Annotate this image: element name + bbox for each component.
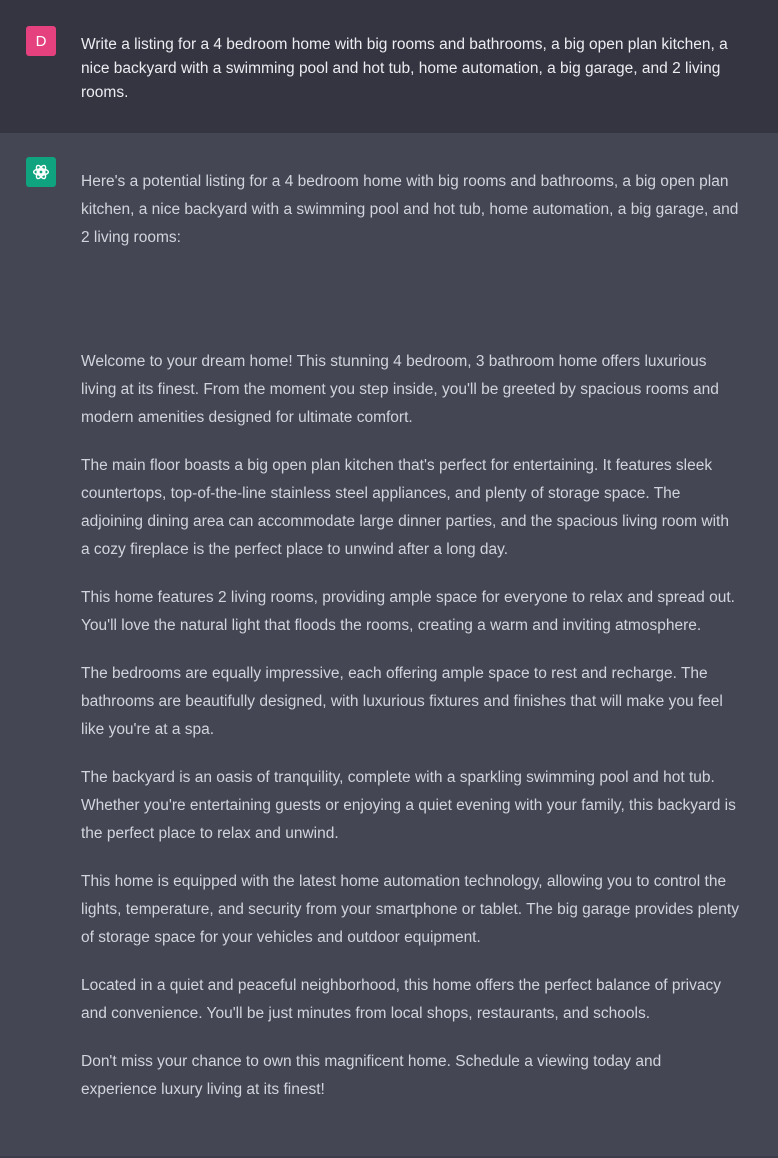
listing-paragraph: The bedrooms are equally impressive, each offering ample space to rest and recharge. The bathrooms are beautifully designed, with luxurious fixtures and finishes that will make you feel like you're at a spa. — [81, 665, 723, 738]
listing-paragraph: This home is equipped with the latest home automation technology, allowing you to control the lights, temperature, and security from your smartphone or tablet. The big garage provides plenty of storage space for your vehicles and outdoor equipment. — [81, 873, 739, 946]
assistant-message-row — [0, 133, 778, 1158]
listing-paragraph: The main floor boasts a big open plan kitchen that's perfect for entertaining. It features sleek countertops, top-of-the-line stainless steel appliances, and plenty of storage space. The adjoining dining area can accommodate large dinner parties, and the spacious living room with a cozy fireplace is the perfect place to unwind after a long day. — [81, 457, 729, 558]
user-avatar — [26, 26, 56, 56]
listing-paragraph: Welcome to your dream home! This stunning 4 bedroom, 3 bathroom home offers luxurious living at its finest. From the moment you step inside, you'll be greeted by spacious rooms and modern amenities designed for ultimate comfort. — [81, 353, 719, 426]
empty-gap — [81, 252, 741, 348]
listing-paragraph: This home features 2 living rooms, providing ample space for everyone to relax and spread out. You'll love the natural light that floods the rooms, creating a warm and inviting atmosphere. — [81, 589, 735, 634]
user-avatar-initial: D — [35, 32, 47, 50]
user-message-row — [0, 0, 778, 133]
listing-paragraph: The backyard is an oasis of tranquility, complete with a sparkling swimming pool and hot tub. Whether you're entertaining guests or enjoying a quiet evening with your family, this backyard is the perfect place to relax and unwind. — [81, 769, 736, 842]
assistant-message-content — [81, 168, 741, 1124]
assistant-intro: Here's a potential listing for a 4 bedroom home with big rooms and bathrooms, a big open plan kitchen, a nice backyard with a swimming pool and hot tub, home automation, a big garage, and 2 living rooms: — [81, 173, 739, 246]
user-message-text: Write a listing for a 4 bedroom home with big rooms and bathrooms, a big open plan kitchen, a nice backyard with a swimming pool and hot tub, home automation, a big garage, and 2 living rooms. — [81, 36, 728, 101]
assistant-avatar — [26, 157, 56, 187]
listing-paragraph: Don't miss your chance to own this magnificent home. Schedule a viewing today and experience luxury living at its finest! — [81, 1053, 662, 1098]
openai-logo-icon — [30, 161, 52, 183]
listing-paragraph: Located in a quiet and peaceful neighborhood, this home offers the perfect balance of privacy and convenience. You'll be just minutes from local shops, restaurants, and schools. — [81, 977, 721, 1022]
